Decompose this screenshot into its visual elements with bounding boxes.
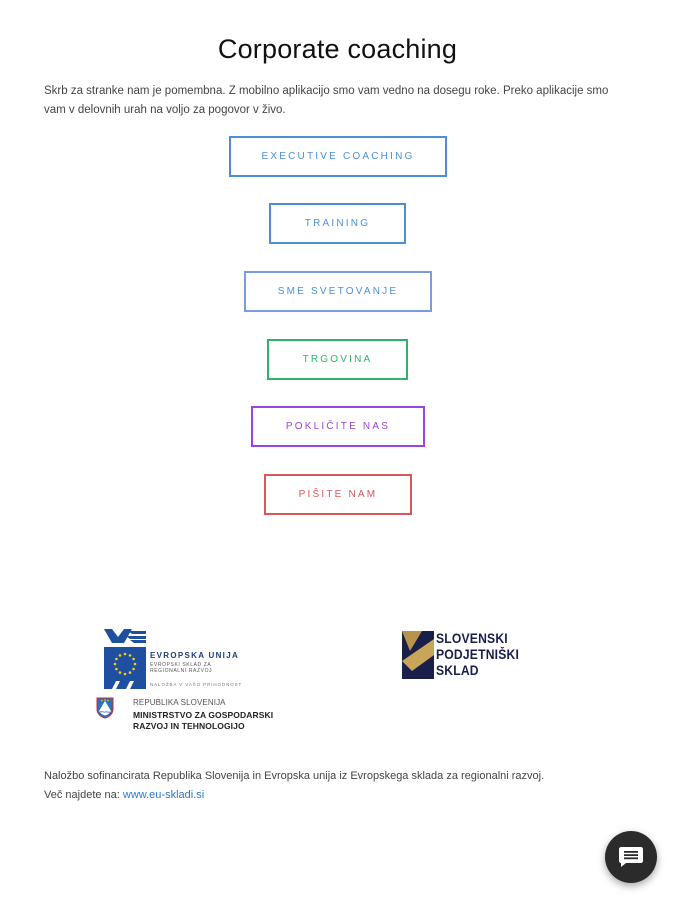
chat-bubble-icon — [618, 845, 644, 869]
pisite-nam-button[interactable]: PIŠITE NAM — [264, 474, 412, 515]
eu-flag-icon — [104, 647, 146, 681]
sps-line-1: SLOVENSKI — [436, 631, 508, 646]
sme-svetovanje-button[interactable]: SME SVETOVANJE — [244, 271, 432, 312]
eu-subtitle-2: REGIONALNI RAZVOJ — [150, 668, 213, 674]
training-button[interactable]: TRAINING — [269, 203, 406, 244]
sps-mark-icon — [402, 631, 434, 679]
footer-more-prefix: Več najdete na: — [44, 789, 120, 801]
intro-text: Skrb za stranke nam je pomembna. Z mobilno aplikacijo smo vam vedno na dosegu roke. Preko aplikacije smo vam v delovnih urah na voljo za pogovor v živo. — [44, 85, 609, 116]
eu-stripes-bottom-icon — [104, 681, 146, 689]
ministry-line-1: REPUBLIKA SLOVENIJA — [133, 698, 226, 707]
footer-cofinance-text: Naložbo sofinancirata Republika Slovenija in Evropska unija iz Evropskega sklada za regionalni razvoj. — [44, 770, 545, 782]
page-title: Corporate coaching — [217, 34, 458, 64]
ministry-logo — [96, 697, 286, 735]
executive-coaching-button[interactable]: EXECUTIVE COACHING — [229, 136, 447, 177]
eu-skladi-link[interactable]: www.eu-skladi.si — [122, 789, 205, 801]
poklicite-nas-button[interactable]: POKLIČITE NAS — [251, 406, 425, 447]
eu-tagline: NALOŽBA V VAŠO PRIHODNOST — [150, 682, 243, 687]
eu-title: EVROPSKA UNIJA — [150, 651, 240, 660]
slovenia-crest-icon — [96, 697, 114, 719]
footer-more-line — [44, 786, 644, 805]
eu-stripes-icon — [104, 629, 146, 643]
eu-logo — [104, 629, 279, 689]
ministry-line-2: MINISTRSTVO ZA GOSPODARSKI — [133, 710, 274, 720]
sps-line-2: PODJETNIŠKI — [436, 647, 519, 662]
sps-logo — [402, 631, 542, 681]
footer-text — [44, 767, 644, 805]
chat-button[interactable] — [605, 831, 657, 883]
sps-line-3: SKLAD — [436, 663, 479, 678]
trgovina-button[interactable]: TRGOVINA — [267, 339, 408, 380]
eu-subtitle-1: EVROPSKI SKLAD ZA — [150, 662, 212, 668]
ministry-line-3: RAZVOJ IN TEHNOLOGIJO — [133, 721, 245, 731]
